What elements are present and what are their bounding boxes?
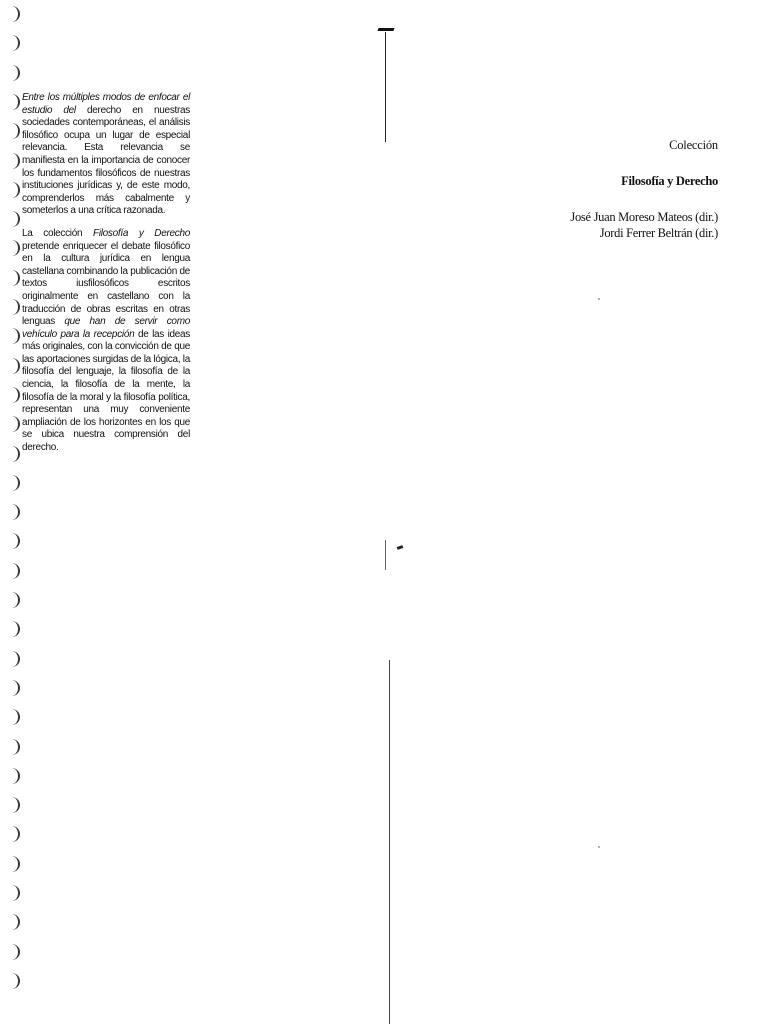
blurb-p2-text-1: La colección: [22, 227, 94, 239]
binding-hole-mark: [10, 885, 20, 901]
fold-mark: [397, 545, 404, 550]
binding-hole-mark: [10, 768, 20, 784]
fold-line-lower: [389, 660, 390, 1024]
binding-hole-mark: [10, 533, 20, 549]
blurb-p2-italic-phrase: que han de servir como vehículo para la recepción: [22, 316, 190, 340]
blurb-p2-text-3: de las ideas más originales, con la convicción de que las aportaciones surgidas de la lógica, la filosofía del lenguaje, la filosofía de la ciencia, la filosofía de la mente, la filosofía de la moral y la filosofía política, representan una muy conveniente ampliación de los horizontes en los que se ubica nuestra comprensión del derecho.: [22, 328, 190, 454]
collection-info: [478, 138, 718, 241]
blurb-p1-italic-lead: Entre los múltiples modos de enfocar el estudio del: [22, 92, 190, 116]
binding-hole-mark: [10, 94, 20, 110]
blurb-p1-text: derecho en nuestras sociedades contemporáneas, el análisis filosófico ocupa un lugar de especial relevancia. Esta relevancia se manifiesta en la importancia de conocer los fundamentos filosóficos de nuestras instituciones jurídicas y, de este modo, comprenderlos más cabalmente y someterlos a una crítica razonada.: [22, 104, 190, 217]
binding-hole-mark: [10, 680, 20, 696]
blurb-p2-text-2: pretende enriquecer el debate filosófico en la cultura jurídica en lengua castellana combinando la publicación de textos iusfilosóficos escritos originalmente en castellano con la traducción de obras escritas en otras lenguas: [22, 240, 190, 328]
binding-hole-mark: [10, 240, 20, 256]
binding-hole-mark: [10, 709, 20, 725]
binding-hole-mark: [10, 621, 20, 637]
binding-hole-mark: [10, 211, 20, 227]
binding-hole-mark: [10, 123, 20, 139]
crop-mark-top: [378, 26, 396, 36]
binding-hole-mark: [10, 944, 20, 960]
scan-speck: [598, 846, 600, 848]
binding-hole-mark: [10, 387, 20, 403]
binding-hole-mark: [10, 826, 20, 842]
binding-hole-mark: [10, 299, 20, 315]
binding-hole-mark: [10, 182, 20, 198]
binding-hole-mark: [10, 446, 20, 462]
binding-marks: [4, 0, 22, 1024]
fold-line-middle: [385, 540, 386, 570]
binding-hole-mark: [10, 973, 20, 989]
binding-hole-mark: [10, 358, 20, 374]
collection-title: Filosofía y Derecho: [621, 174, 718, 188]
binding-hole-mark: [10, 416, 20, 432]
binding-hole-mark: [10, 739, 20, 755]
binding-hole-mark: [10, 651, 20, 667]
blurb-paragraph-2: [22, 228, 190, 455]
binding-hole-mark: [10, 797, 20, 813]
director-2: Jordi Ferrer Beltrán (dir.): [599, 226, 718, 240]
binding-hole-mark: [10, 35, 20, 51]
collection-label: Colección: [669, 138, 718, 152]
binding-hole-mark: [10, 563, 20, 579]
binding-hole-mark: [10, 914, 20, 930]
binding-hole-mark: [10, 504, 20, 520]
binding-hole-mark: [10, 270, 20, 286]
binding-hole-mark: [10, 592, 20, 608]
blurb-paragraph-1: [22, 92, 190, 218]
director-1: José Juan Moreso Mateos (dir.): [570, 210, 718, 224]
binding-hole-mark: [10, 475, 20, 491]
fold-line-upper: [385, 32, 386, 142]
scan-speck: [598, 298, 600, 300]
blurb-p2-collection-name: Filosofía y Derecho: [93, 227, 190, 239]
binding-hole-mark: [10, 65, 20, 81]
collection-blurb: [22, 92, 190, 465]
binding-hole-mark: [10, 856, 20, 872]
binding-hole-mark: [10, 328, 20, 344]
binding-hole-mark: [10, 153, 20, 169]
binding-hole-mark: [10, 6, 20, 22]
